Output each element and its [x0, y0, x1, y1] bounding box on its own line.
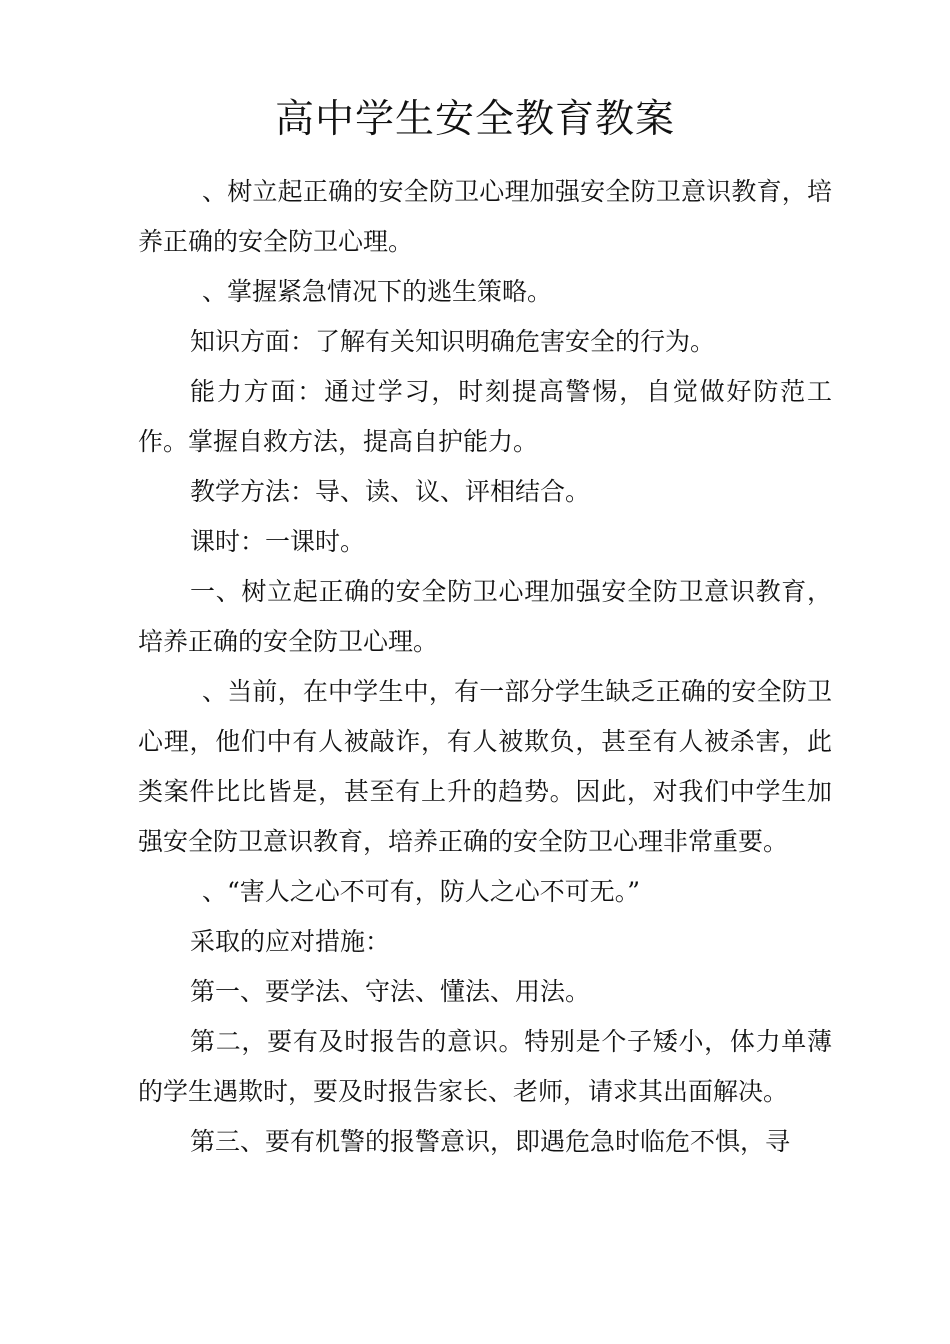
paragraph-6: 课时：一课时。: [190, 527, 366, 556]
paragraph-11: 第一、要学法、守法、懂法、用法。: [190, 977, 591, 1006]
document-body: [138, 167, 832, 1167]
paragraph-12: 第二，要有及时报告的意识。特别是个子矮小，体力单薄的学生遇欺时，要及时报告家长、老师，请求其出面解决。: [138, 1027, 832, 1106]
paragraph-10: 采取的应对措施：: [190, 927, 391, 956]
paragraph-1: 、树立起正确的安全防卫心理加强安全防卫意识教育，培养正确的安全防卫心理。: [138, 177, 832, 256]
paragraph-9: 、“害人之心不可有，防人之心不可无。”: [202, 877, 641, 906]
paragraph-3: 知识方面：了解有关知识明确危害安全的行为。: [190, 327, 716, 356]
paragraph-13: 第三、要有机警的报警意识，即遇危急时临危不惧，寻: [190, 1127, 791, 1156]
paragraph-8: 、当前，在中学生中，有一部分学生缺乏正确的安全防卫心理，他们中有人被敲诈，有人被欺负，甚至有人被杀害，此类案件比比皆是，甚至有上升的趋势。因此，对我们中学生加强安全防卫意识教育，培养正确的安全防卫心理非常重要。: [138, 677, 832, 856]
paragraph-7: 一、树立起正确的安全防卫心理加强安全防卫意识教育，培养正确的安全防卫心理。: [138, 577, 832, 656]
paragraph-4: 能力方面：通过学习，时刻提高警惕，自觉做好防范工作。掌握自救方法，提高自护能力。: [138, 377, 832, 456]
document-title: 高中学生安全教育教案: [274, 97, 675, 142]
paragraph-5: 教学方法：导、读、议、评相结合。: [190, 477, 591, 506]
paragraph-2: 、掌握紧急情况下的逃生策略。: [202, 277, 553, 306]
